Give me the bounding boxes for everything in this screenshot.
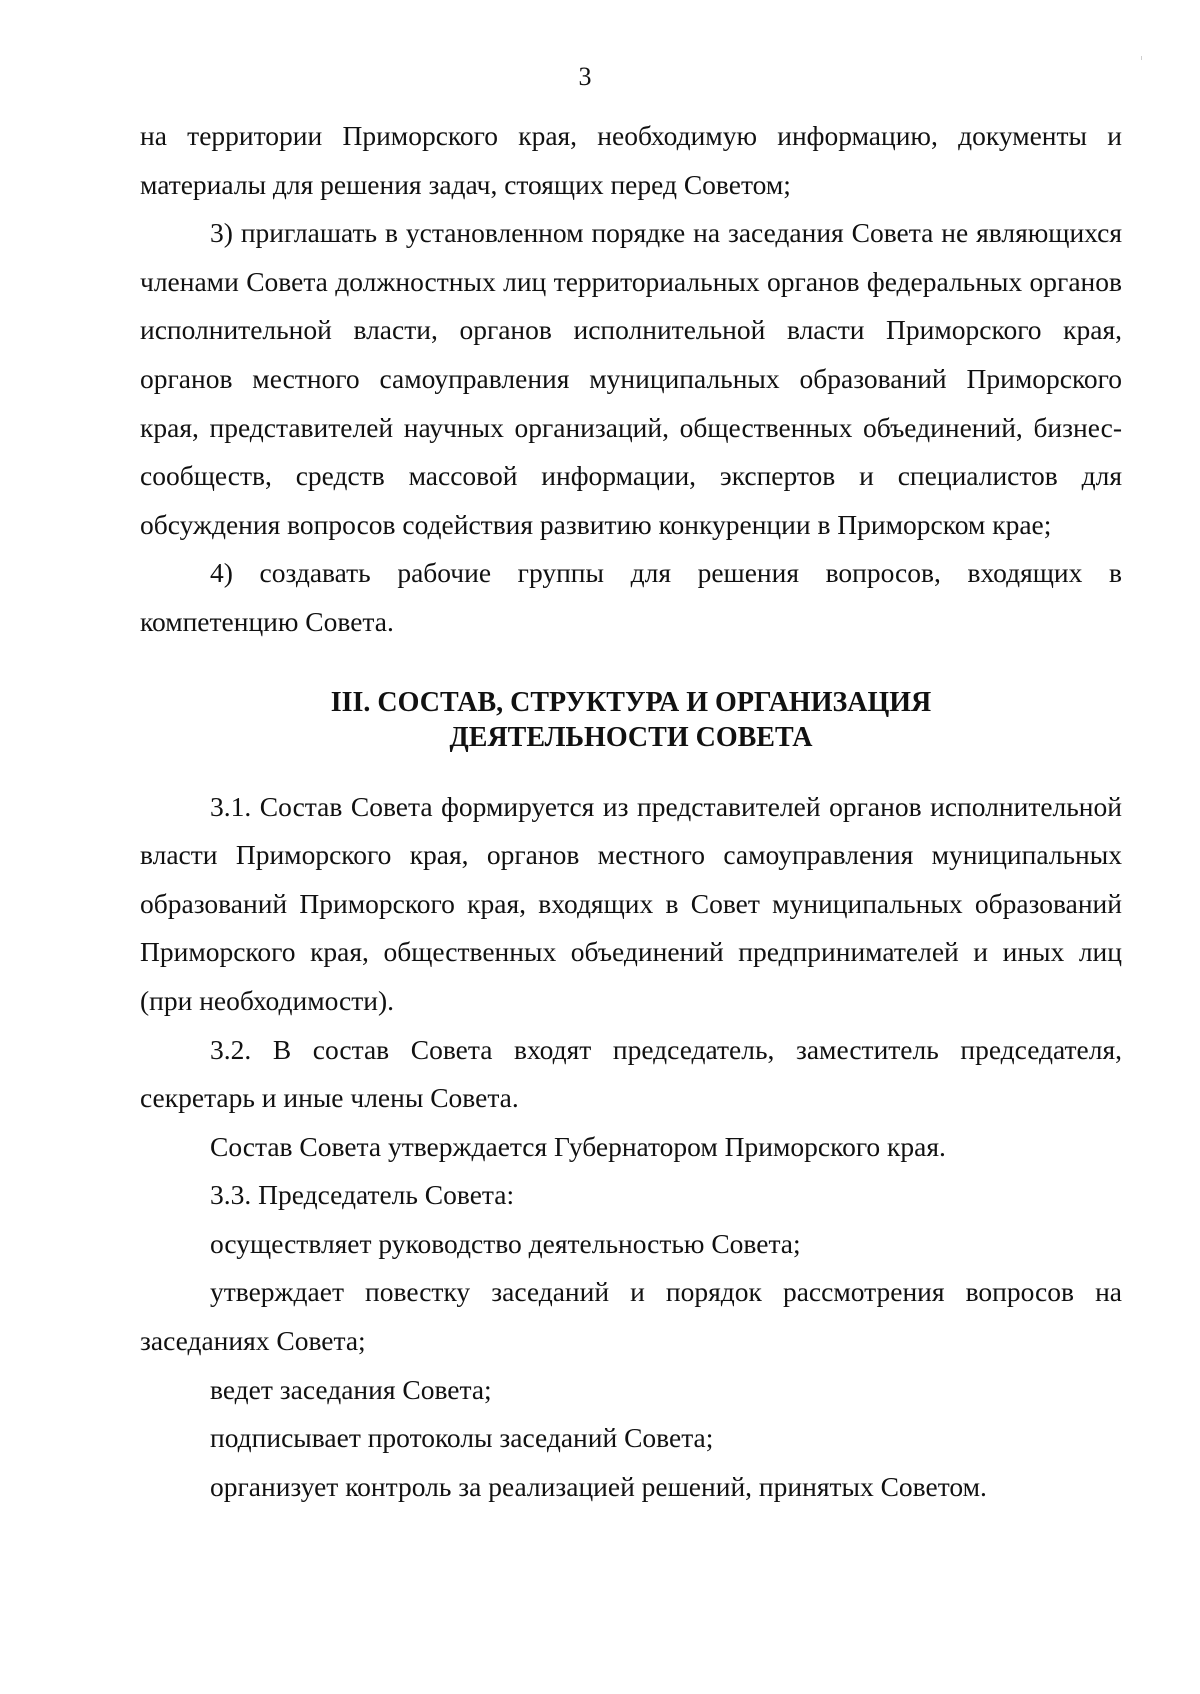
paragraph-3-2: 3.2. В состав Совета входят председатель, заместитель председателя, секретарь и иные члены Совета. [140,1033,1122,1114]
paragraph-approval: Состав Совета утверждается Губернатором Приморского края. [210,1130,946,1162]
document-body [140,112,1122,1511]
duty-item: подписывает протоколы заседаний Совета; [210,1422,714,1454]
paragraph-item-3: 3) приглашать в установленном порядке на заседания Совета не являющихся членами Совета должностных лиц территориальных органов федеральных органов исполнительной власти, органов исполнительной власти Приморского края, органов местного самоуправления муниципальных образований Приморского края, представителей научных организаций, общественных объединений, бизнес-сообществ, средств массовой информации, экспертов и специалистов для обсуждения вопросов содействия развитию конкуренции в Приморском крае; [140,217,1122,540]
scan-artifact [1141,56,1142,60]
duty-item: осуществляет руководство деятельностью Совета; [210,1227,801,1259]
paragraph-3-1: 3.1. Состав Совета формируется из представителей органов исполнительной власти Приморского края, органов местного самоуправления муниципальных образований Приморского края, входящих в Совет муниципальных образований Приморского края, общественных объединений предпринимателей и иных лиц (при необходимости). [140,790,1122,1016]
duty-item: ведет заседания Совета; [210,1373,492,1405]
section-heading-line-1: III. СОСТАВ, СТРУКТУРА И ОРГАНИЗАЦИЯ [330,686,932,718]
section-heading-line-2: ДЕЯТЕЛЬНОСТИ СОВЕТА [449,721,813,753]
section-heading [140,685,1122,755]
duty-item: утверждает повестку заседаний и порядок рассмотрения вопросов на заседаниях Совета; [140,1276,1122,1357]
page-number: 3 [578,62,592,91]
paragraph-3-3: 3.3. Председатель Совета: [210,1179,515,1211]
paragraph-continuation: на территории Приморского края, необходимую информацию, документы и материалы для решения задач, стоящих перед Советом; [140,120,1122,200]
duty-item: организует контроль за реализацией решений, принятых Советом. [210,1470,987,1502]
paragraph-item-4: 4) создавать рабочие группы для решения вопросов, входящих в компетенцию Совета. [140,557,1122,637]
